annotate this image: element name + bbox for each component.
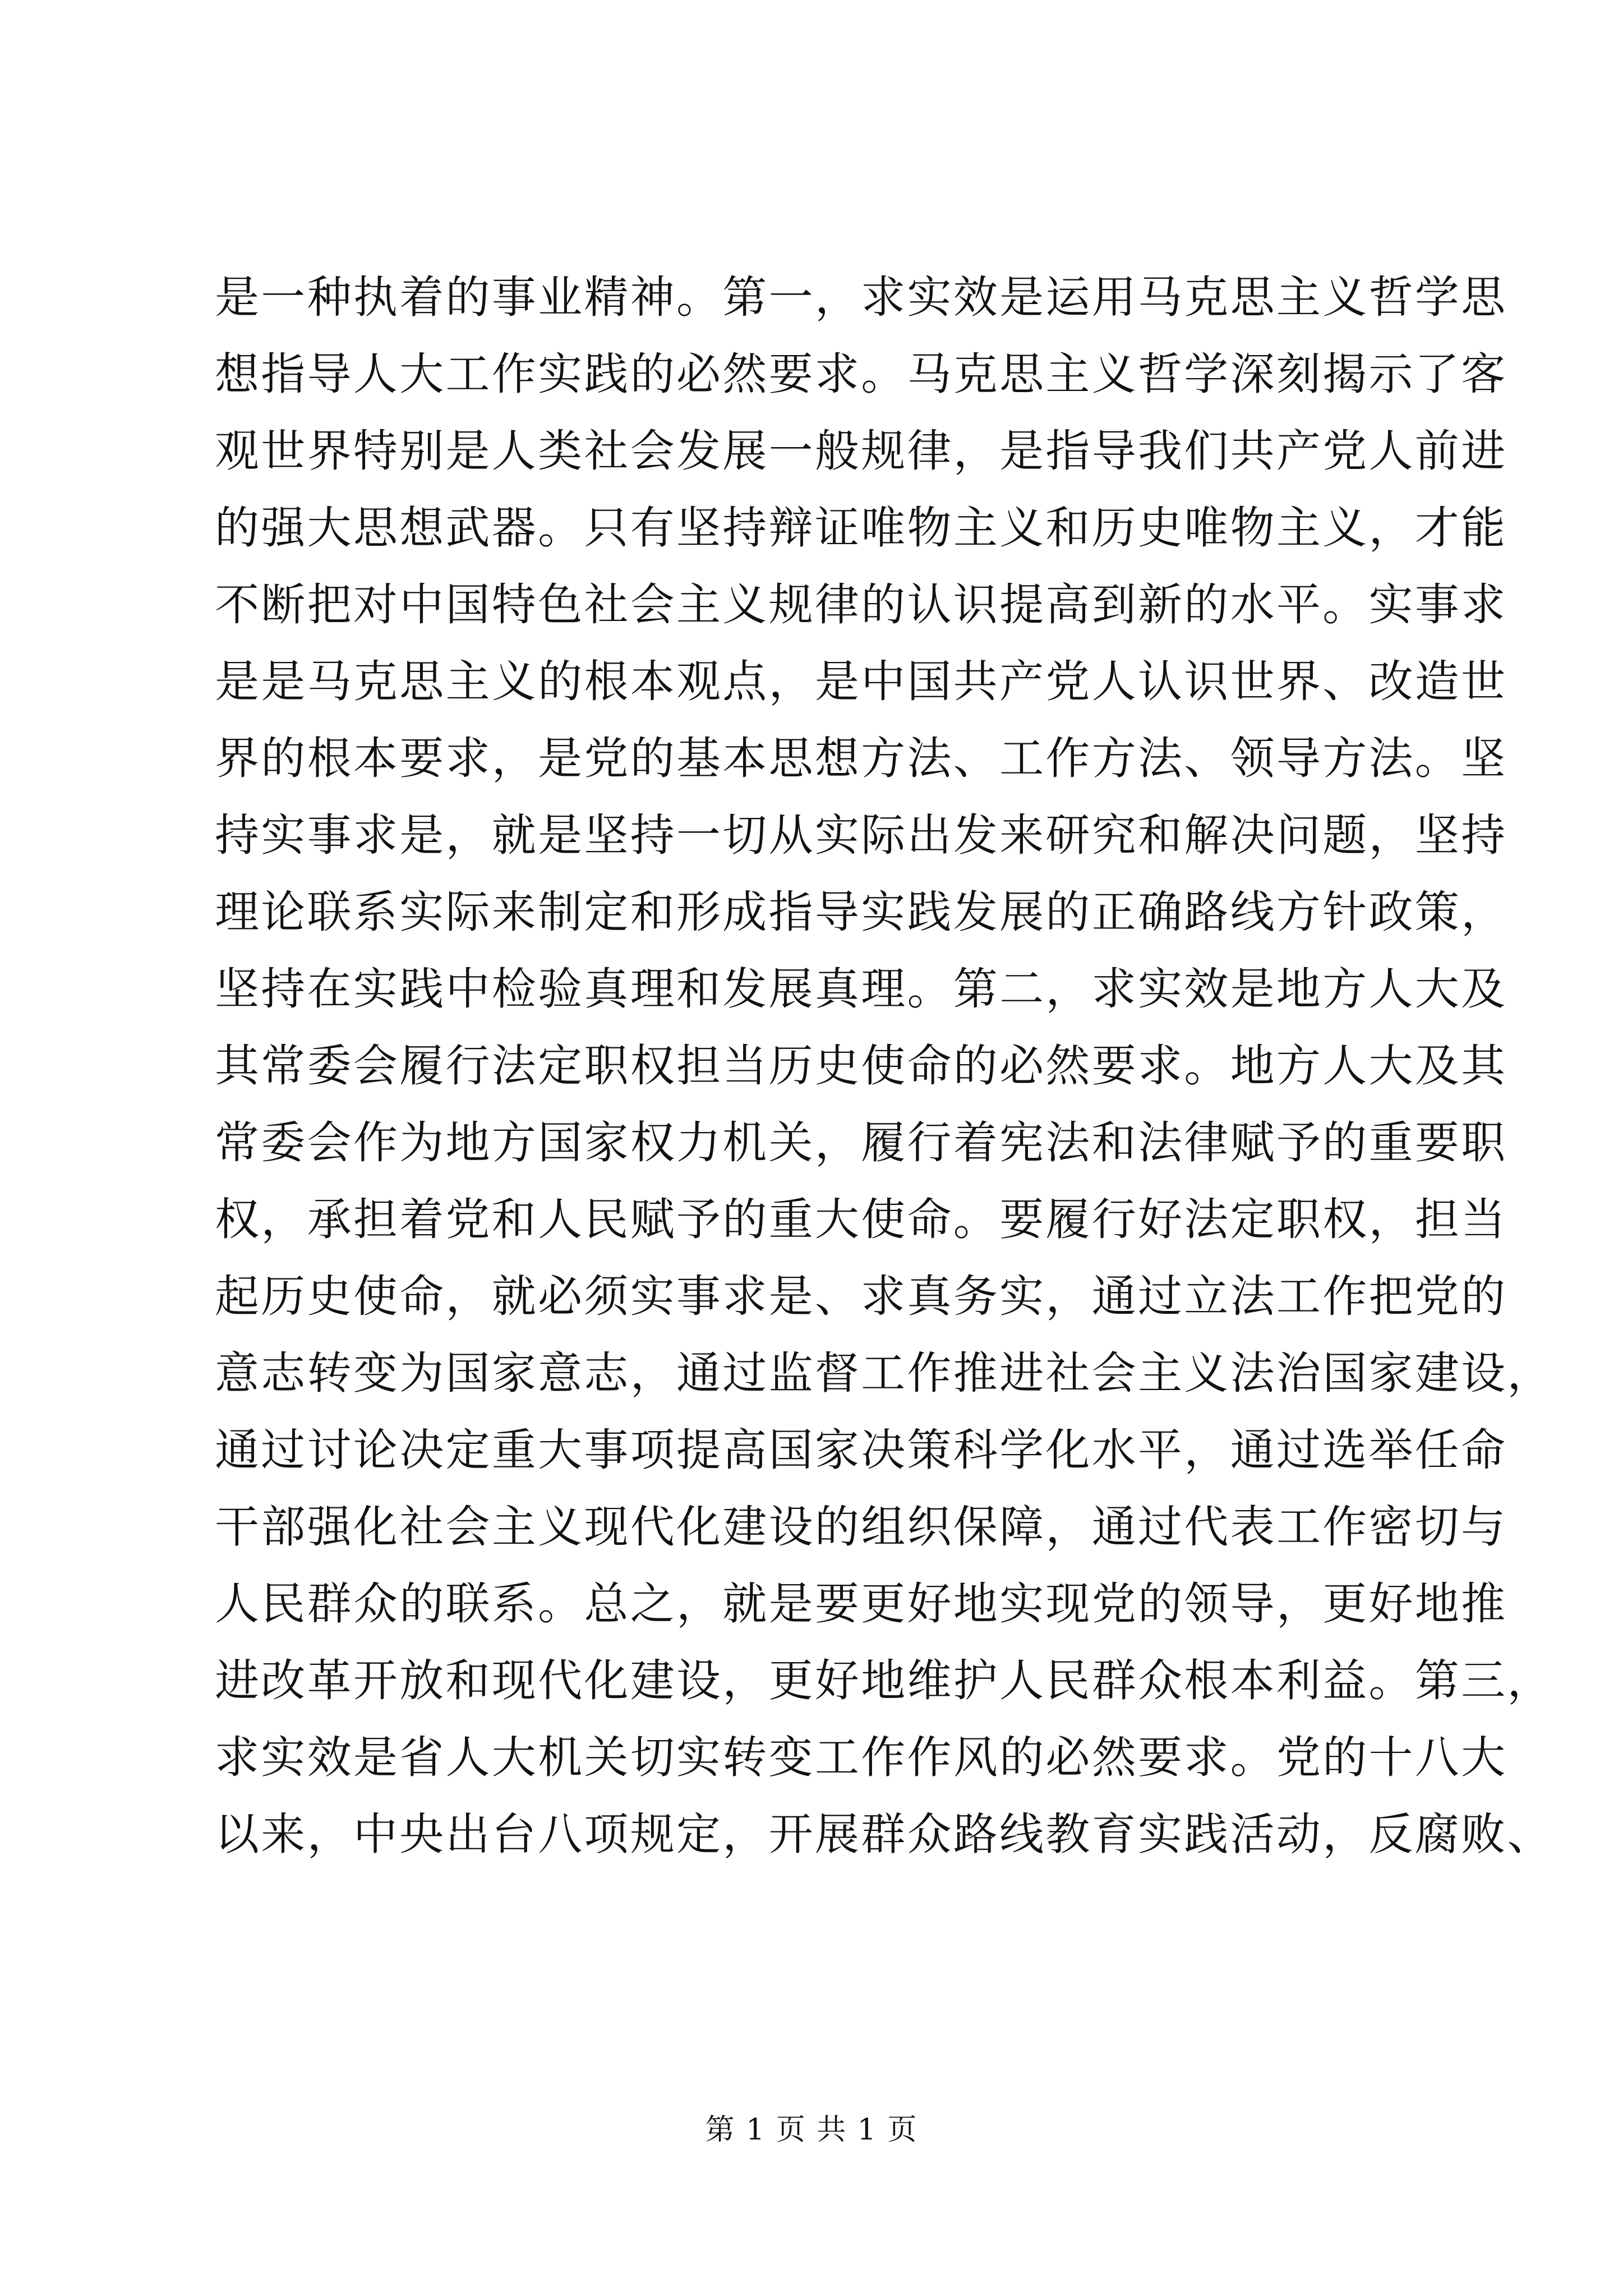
text-line: 界的根本要求，是党的基本思想方法、工作方法、领导方法。坚	[215, 733, 1507, 784]
text-line: 理论联系实际来制定和形成指导实践发展的正确路线方针政策，	[215, 886, 1507, 938]
text-line: 观世界特别是人类社会发展一般规律，是指导我们共产党人前进	[215, 425, 1507, 477]
text-line: 不断把对中国特色社会主义规律的认识提高到新的水平。实事求	[215, 579, 1507, 631]
page-number-footer: 第 1 页 共 1 页	[705, 2113, 918, 2147]
text-line: 以来，中央出台八项规定，开展群众路线教育实践活动，反腐败、	[215, 1809, 1553, 1860]
text-line: 权，承担着党和人民赋予的重大使命。要履行好法定职权，担当	[215, 1194, 1507, 1245]
text-line: 想指导人大工作实践的必然要求。马克思主义哲学深刻揭示了客	[215, 348, 1507, 400]
text-line: 起历史使命，就必须实事求是、求真务实，通过立法工作把党的	[215, 1271, 1507, 1322]
text-line: 干部强化社会主义现代化建设的组织保障，通过代表工作密切与	[215, 1501, 1507, 1553]
text-line: 常委会作为地方国家权力机关，履行着宪法和法律赋予的重要职	[215, 1117, 1507, 1168]
text-line: 是一种执着的事业精神。第一，求实效是运用马克思主义哲学思	[215, 272, 1507, 323]
text-line: 其常委会履行法定职权担当历史使命的必然要求。地方人大及其	[215, 1040, 1507, 1092]
text-line: 意志转变为国家意志，通过监督工作推进社会主义法治国家建设，	[215, 1347, 1553, 1399]
text-line: 是是马克思主义的根本观点，是中国共产党人认识世界、改造世	[215, 656, 1507, 707]
text-line: 坚持在实践中检验真理和发展真理。第二，求实效是地方人大及	[215, 963, 1507, 1015]
body-text	[215, 259, 1553, 1873]
text-line: 通过讨论决定重大事项提高国家决策科学化水平，通过选举任命	[215, 1424, 1507, 1476]
text-line: 求实效是省人大机关切实转变工作作风的必然要求。党的十八大	[215, 1732, 1507, 1783]
text-line: 的强大思想武器。只有坚持辩证唯物主义和历史唯物主义，才能	[215, 502, 1507, 554]
text-line: 人民群众的联系。总之，就是要更好地实现党的领导，更好地推	[215, 1578, 1507, 1630]
text-line: 进改革开放和现代化建设，更好地维护人民群众根本利益。第三，	[215, 1655, 1553, 1706]
text-line: 持实事求是，就是坚持一切从实际出发来研究和解决问题，坚持	[215, 809, 1507, 861]
